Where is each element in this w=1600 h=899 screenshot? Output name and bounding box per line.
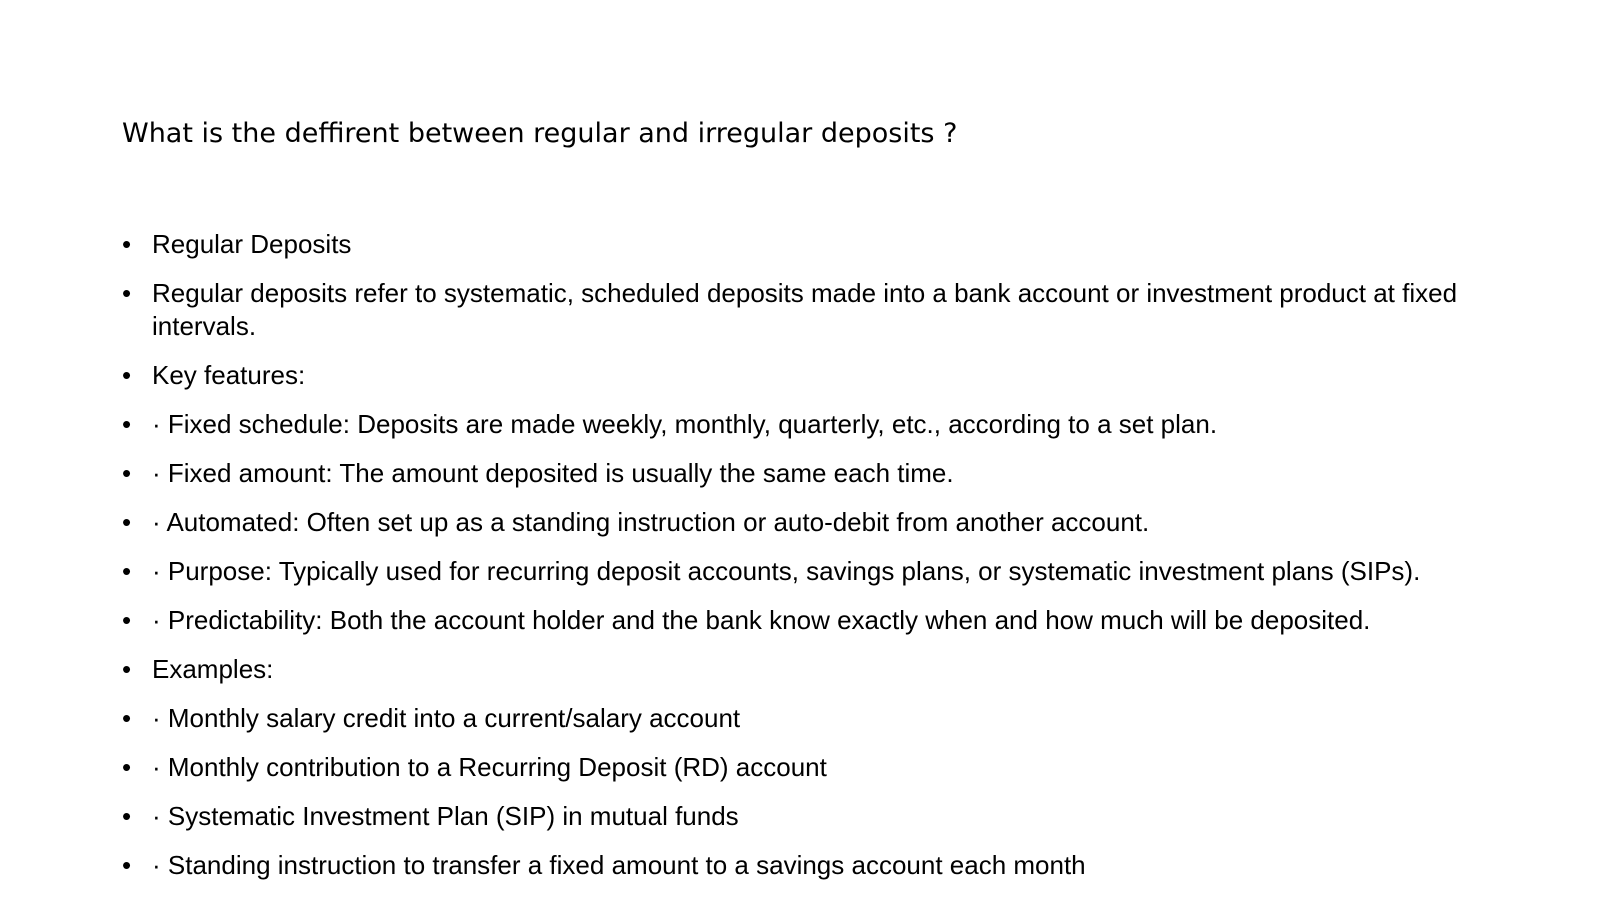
slide-title: What is the deffirent between regular and irregular deposits ? (122, 118, 958, 149)
bullet-item: • Regular deposits refer to systematic, scheduled deposits made into a bank account or investment product at fixed intervals. (122, 277, 1487, 343)
bullet-item: • · Purpose: Typically used for recurring deposit accounts, savings plans, or systematic investment plans (SIPs). (122, 555, 1487, 588)
bullet-list (122, 228, 1487, 898)
bullet-item: • · Automated: Often set up as a standing instruction or auto-debit from another account. (122, 506, 1487, 539)
bullet-item: • · Standing instruction to transfer a fixed amount to a savings account each month (122, 849, 1487, 882)
bullet-item: • Examples: (122, 653, 1487, 686)
bullet-item: • · Fixed schedule: Deposits are made weekly, monthly, quarterly, etc., according to a set plan. (122, 408, 1487, 441)
bullet-item: • · Fixed amount: The amount deposited is usually the same each time. (122, 457, 1487, 490)
bullet-item: • Key features: (122, 359, 1487, 392)
bullet-item: • · Predictability: Both the account holder and the bank know exactly when and how much will be deposited. (122, 604, 1487, 637)
bullet-item: • · Monthly contribution to a Recurring Deposit (RD) account (122, 751, 1487, 784)
bullet-item: • · Monthly salary credit into a current/salary account (122, 702, 1487, 735)
bullet-item: • Regular Deposits (122, 228, 1487, 261)
bullet-item: • · Systematic Investment Plan (SIP) in mutual funds (122, 800, 1487, 833)
